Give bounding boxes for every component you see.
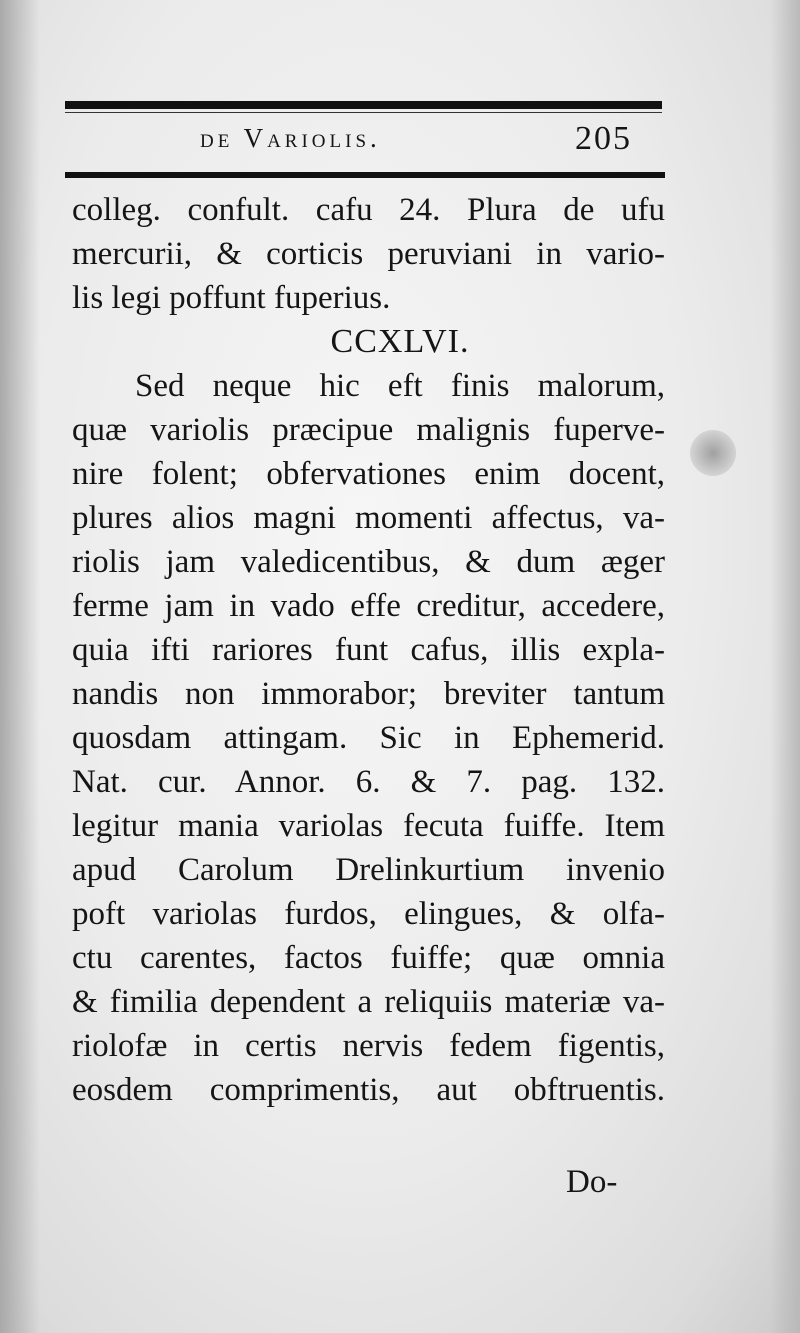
text-line: mercurii, & corticis peruviani in vario- <box>72 236 665 272</box>
text-line: riolofæ in certis nervis fedem figentis, <box>72 1028 665 1064</box>
text-line: lis legi poffunt fuperius. <box>72 280 391 316</box>
page-number: 205 <box>575 120 632 157</box>
text-line: eosdem comprimentis, aut obftruentis. <box>72 1072 665 1108</box>
text-line: nire folent; obfervationes enim docent, <box>72 456 665 492</box>
text-line: Nat. cur. Annor. 6. & 7. pag. 132. <box>72 764 665 800</box>
header-rule-top <box>65 101 662 109</box>
text-line: quæ variolis præcipue malignis fuperve- <box>72 412 665 448</box>
header-rule-top-thin <box>65 112 662 113</box>
text-line: Sed neque hic eft finis malorum, <box>135 368 665 404</box>
running-head: de Variolis. <box>200 123 381 153</box>
text-line: apud Carolum Drelinkurtium invenio <box>72 852 665 888</box>
text-line: poft variolas furdos, elingues, & olfa- <box>72 896 665 932</box>
text-line: nandis non immorabor; breviter tantum <box>72 676 665 712</box>
text-line: legitur mania variolas fecuta fuiffe. Item <box>72 808 665 844</box>
text-line: quosdam attingam. Sic in Ephemerid. <box>72 720 665 756</box>
text-line: colleg. confult. cafu 24. Plura de ufu <box>72 192 665 228</box>
page-edge-shadow-left <box>0 0 40 1333</box>
ink-smudge <box>690 430 736 476</box>
text-line: & fimilia dependent a reliquiis materiæ va- <box>72 984 665 1020</box>
text-line: quia ifti rariores funt cafus, illis expla- <box>72 632 665 668</box>
header-rule-bottom <box>65 172 665 178</box>
text-line: plures alios magni momenti affectus, va- <box>72 500 665 536</box>
page-edge-shadow-right <box>770 0 800 1333</box>
text-line: ferme jam in vado effe creditur, accedere, <box>72 588 665 624</box>
catchword: Do- <box>566 1164 618 1200</box>
section-number: CCXLVI. <box>330 323 470 360</box>
text-line: riolis jam valedicentibus, & dum æger <box>72 544 665 580</box>
text-line: ctu carentes, factos fuiffe; quæ omnia <box>72 940 665 976</box>
